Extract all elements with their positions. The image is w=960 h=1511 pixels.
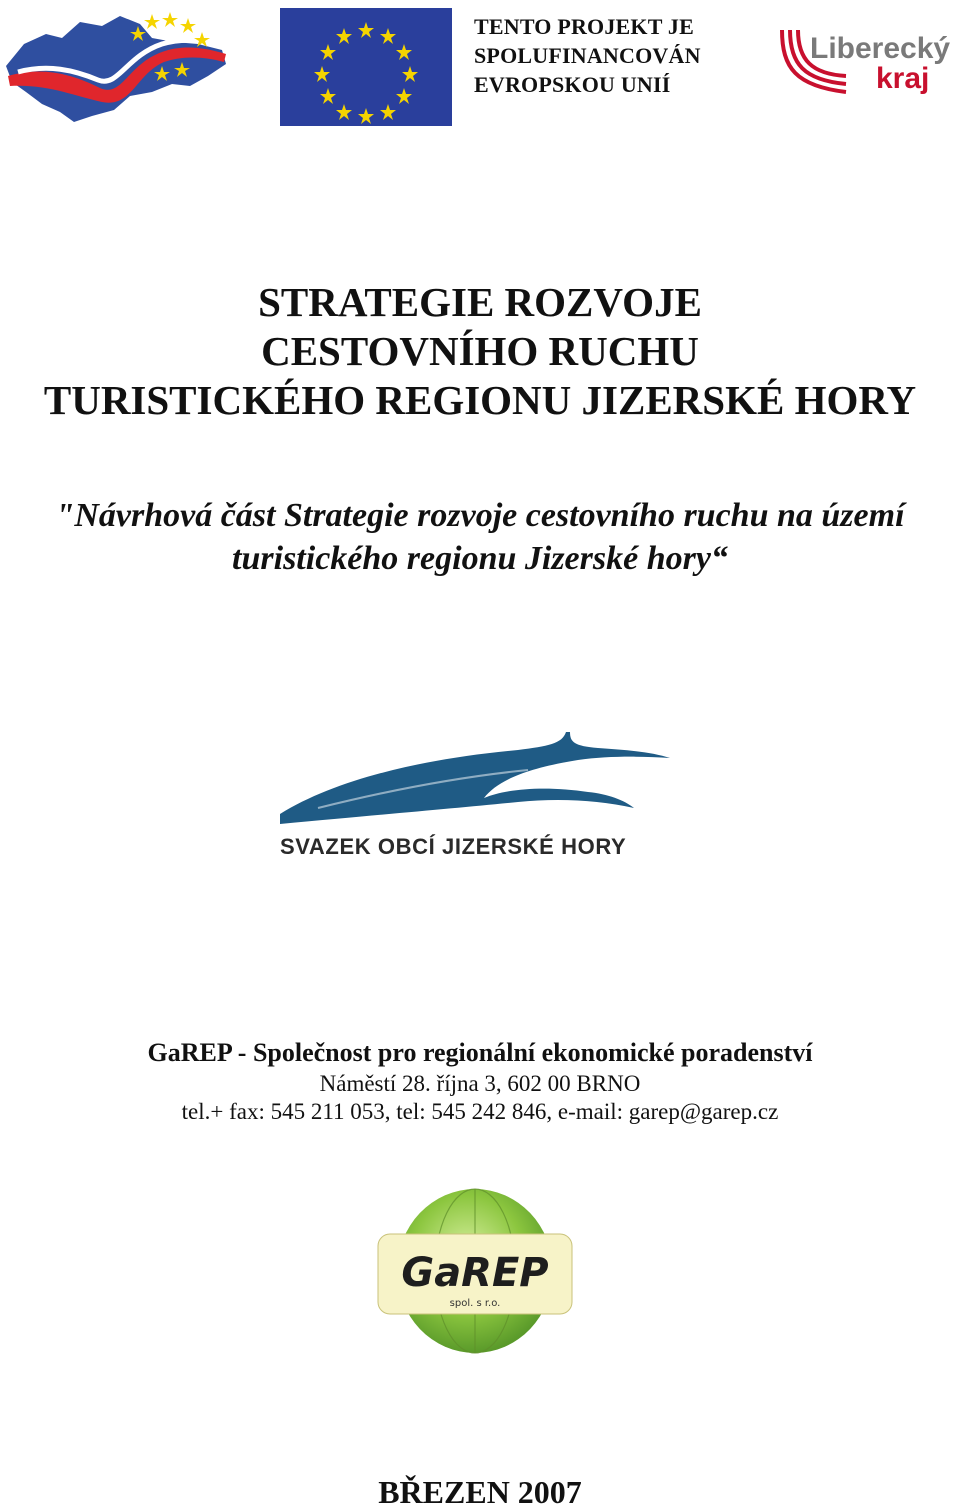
garep-logo-word: GaREP xyxy=(401,1250,549,1296)
eu-flag xyxy=(280,8,452,126)
eu-notice-line: TENTO PROJEKT JE xyxy=(474,14,694,39)
document-title xyxy=(0,278,960,425)
company-name: GaREP - Společnost pro regionální ekonomické poradenství xyxy=(147,1038,813,1067)
company-contact: tel.+ fax: 545 211 053, tel: 545 242 846, e-mail: garep@garep.cz xyxy=(181,1099,779,1124)
subtitle-line: turistického regionu Jizerské hory“ xyxy=(232,540,728,577)
publication-date: BŘEZEN 2007 xyxy=(378,1474,582,1510)
svazek-caption: SVAZEK OBCÍ JIZERSKÉ HORY xyxy=(280,834,627,859)
title-line: CESTOVNÍHO RUCHU xyxy=(261,328,699,374)
document-subtitle xyxy=(0,494,960,580)
eu-notice-line: SPOLUFINANCOVÁN xyxy=(474,43,701,68)
title-line: STRATEGIE ROZVOJE xyxy=(258,279,702,325)
liberec-logo-word: Liberecký xyxy=(810,32,951,65)
company-address: Náměstí 28. října 3, 602 00 BRNO xyxy=(319,1071,641,1096)
garep-logo xyxy=(372,1186,578,1356)
subtitle-line: "Návrhová část Strategie rozvoje cestovního ruchu na území xyxy=(55,497,905,534)
eu-notice-line: EVROPSKOU UNIÍ xyxy=(474,72,671,97)
title-line: TURISTICKÉHO REGIONU JIZERSKÉ HORY xyxy=(43,377,917,423)
liberecky-kraj-logo xyxy=(776,18,960,98)
liberec-logo-word: kraj xyxy=(876,62,930,95)
eu-cofinancing-notice xyxy=(474,12,764,99)
czech-map-logo xyxy=(2,4,232,126)
garep-logo-subtext: spol. s r.o. xyxy=(449,1298,501,1309)
